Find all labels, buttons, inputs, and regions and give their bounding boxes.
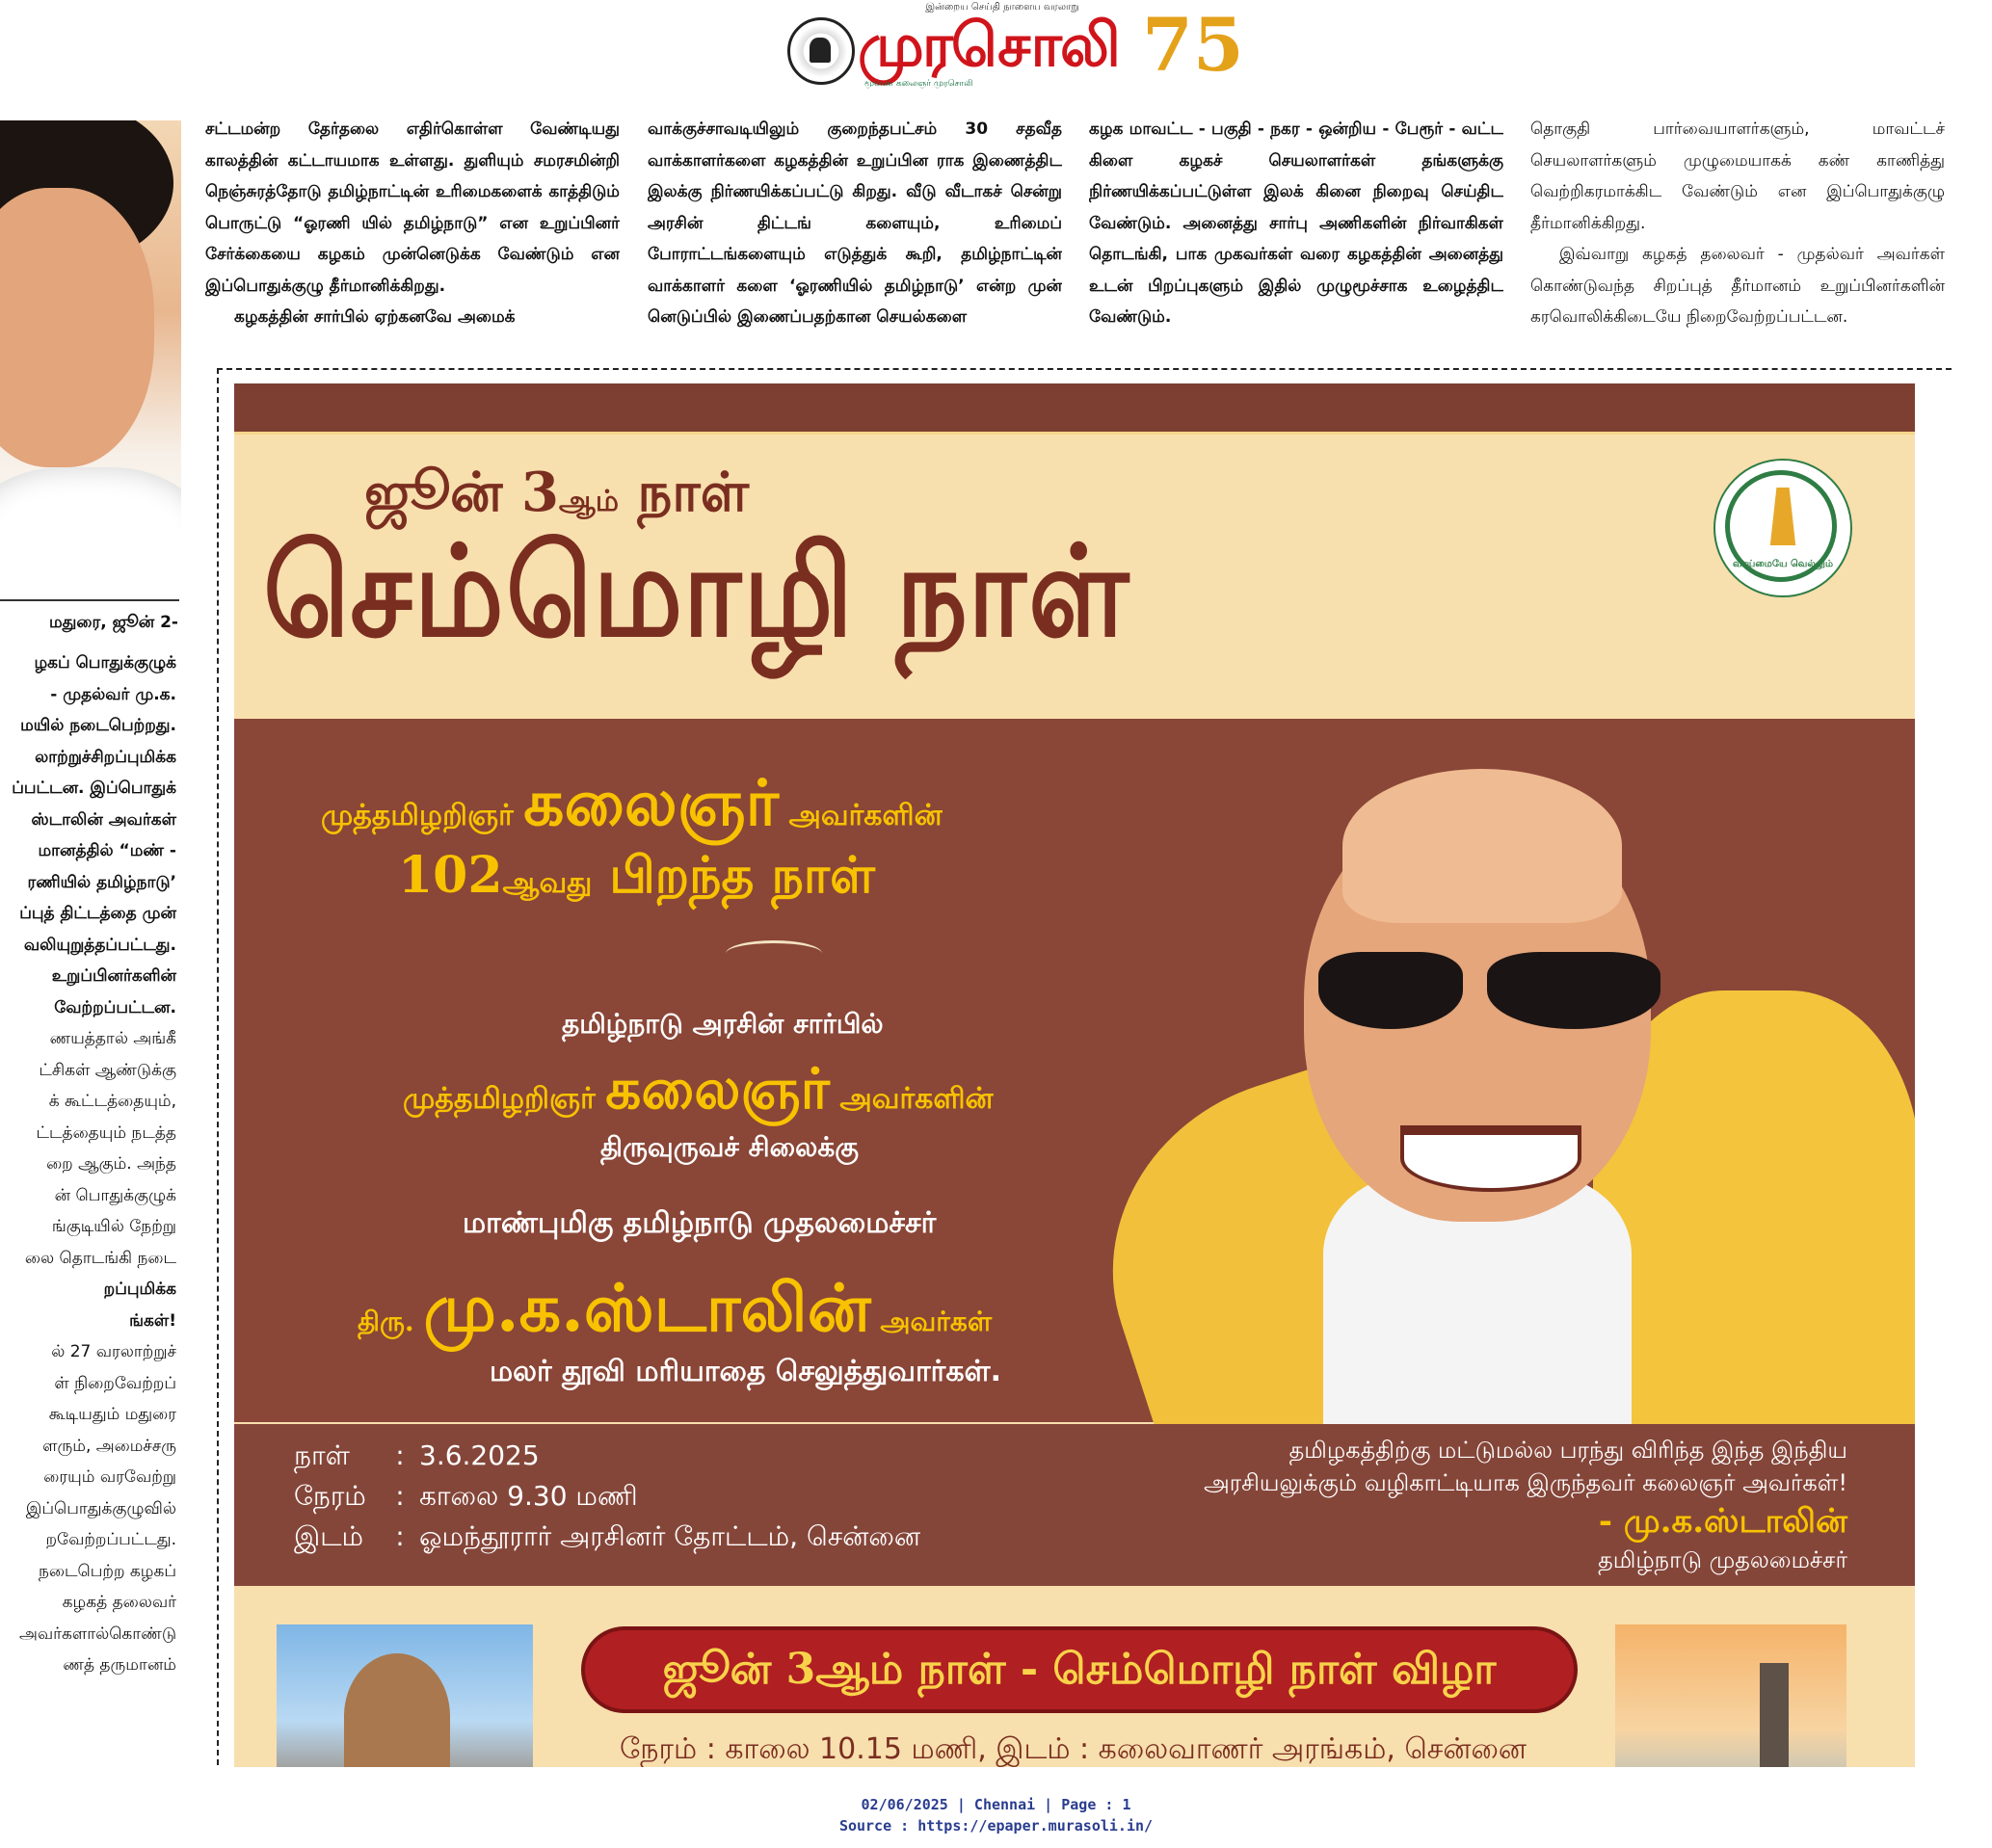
ad-line-3: தமிழ்நாடு அரசின் சார்பில் xyxy=(562,1008,884,1040)
left-article-line: றப்புமிக்க xyxy=(103,1280,176,1299)
left-article-line: ளரும், அமைச்சரு xyxy=(42,1436,176,1456)
left-article-line: ங்கள்! xyxy=(129,1310,176,1331)
ad-border-top xyxy=(217,368,1952,370)
left-article-line: உறுப்பினர்களின் xyxy=(51,966,176,986)
ad-top-band xyxy=(234,383,1915,432)
left-article-line: லாற்றுச்சிறப்புமிக்க xyxy=(35,747,176,767)
article-column-3 xyxy=(1089,114,1503,356)
left-article-line: ல் 27 வரலாற்றுச் xyxy=(51,1342,176,1361)
event-venue-row: இடம் : ஓமந்தூரார் அரசினர் தோட்டம், சென்னை xyxy=(294,1520,921,1552)
ad-title: செம்மொழி நாள் xyxy=(263,518,1131,666)
article-paragraph: சட்டமன்ற தேர்தலை எதிர்கொள்ள வேண்டியது காலத்தின் கட்டாயமாக உள்ளது. துளியும் சமரசமின்றி நெஞ்சுரத்தோடு தமிழ்நாட்டின் உரிமைகளைக் காத்திடும் பொருட்டு “ஓரணி யில் தமிழ்நாடு” என உறுப்பினர் சேர்க்கையை கழகம் முன்னெடுக்க வேண்டும் என இப்பொதுக்குழு தீர்மானிக்கிறது. xyxy=(205,119,620,296)
event-details xyxy=(294,1436,920,1557)
left-article-line: ட்சிகள் ஆண்டுக்கு xyxy=(39,1060,176,1080)
article-paragraph: கழக மாவட்ட - பகுதி - நகர - ஒன்றிய - பேரூர் - வட்ட கிளை கழகச் செயலாளர்கள் தங்களுக்கு நிர்ணயிக்கப்பட்டுள்ள இலக் கினை நிறைவு செய்திட வேண்டும். அனைத்து சார்பு அணிகளின் நிர்வாகிகள் தொடங்கி, பாக முகவர்கள் வரை கழகத்தின் அனைத்து உடன் பிறப்புகளும் இதில் முழுமூச்சாக உழைத்திட வேண்டும். xyxy=(1089,119,1503,327)
left-article-line: ள் நிறைவேற்றப் xyxy=(54,1373,176,1393)
article-column-4 xyxy=(1530,114,1945,356)
source-link[interactable]: Source : https://epaper.murasoli.in/ xyxy=(838,1817,1154,1835)
flourish-ornament-icon xyxy=(726,940,822,966)
edition-info: 02/06/2025 | Chennai | Page : 1 xyxy=(861,1796,1131,1813)
left-article-line: மயில் நடைபெற்றது. xyxy=(20,716,176,735)
left-article-line: ணயத்தால் அங்கீ xyxy=(49,1029,176,1048)
left-article-line: ன் பொதுக்குழுக் xyxy=(54,1185,176,1205)
left-article-line: ப்புத் திட்டத்தை முன் xyxy=(19,904,176,923)
left-article-line: ஸ்டாலின் அவர்கள் xyxy=(31,809,176,830)
article-paragraph: வாக்குச்சாவடியிலும் குறைந்தபட்சம் 30 சதவீத வாக்காளர்களை கழகத்தின் உறுப்பின ராக இணைத்திட இலக்கு நிர்ணயிக்கப்பட்டு கிறது. வீடு வீடாகச் சென்று அரசின் திட்டங் களையும், உரிமைப் போராட்டங்களையும் எடுத்துக் கூறி, தமிழ்நாட்டின் வாக்காளர் களை ‘ஓரணியில் தமிழ்நாடு’ என்ற முன் னெடுப்பில் இணைப்பதற்கான செயல்களை xyxy=(648,119,1062,327)
left-article-line: கூடியதும் மதுரை xyxy=(48,1405,176,1424)
left-article-line: வேற்றப்பட்டன. xyxy=(54,997,176,1017)
left-article-line: கழகத் தலைவர் xyxy=(62,1593,176,1612)
article-column-2 xyxy=(648,114,1062,356)
thiruvalluvar-statue-photo xyxy=(1615,1624,1846,1767)
left-article-line: ரையும் வரவேற்று xyxy=(43,1467,176,1487)
left-article-line: றை ஆகும். அந்த xyxy=(46,1154,176,1174)
ad-line-2: 102ஆவது பிறந்த நாள் xyxy=(398,846,875,905)
left-article-text xyxy=(0,647,181,1765)
left-article-line: - முதல்வர் மு.க. xyxy=(50,684,176,704)
ad-border-left xyxy=(217,368,219,1765)
festival-details: நேரம் : காலை 10.15 மணி, இடம் : கலைவாணர் அரங்கம், சென்னை xyxy=(620,1732,1527,1766)
left-article-line: இப்பொதுக்குழுவில் xyxy=(25,1498,176,1518)
chief-minister-quote: தமிழகத்திற்கு மட்டுமல்ல பரந்து விரிந்த இந்த இந்திய அரசியலுக்கும் வழிகாட்டியாக இருந்தவர் கலைஞர் அவர்கள்! - மு.க.ஸ்டாலின் தமிழ்நாடு முதலமைச்சர் xyxy=(1204,1434,1847,1576)
event-date-row: நாள் : 3.6.2025 xyxy=(294,1439,540,1471)
emblem-motto: வாய்மையே வெல்லும் xyxy=(1732,559,1834,569)
quote-author-role: தமிழ்நாடு முதலமைச்சர் xyxy=(1598,1546,1847,1573)
masthead-tagline: இன்றைய செய்தி நாளைய வரலாறு xyxy=(925,2,1079,13)
ad-event-info-band xyxy=(234,1424,1915,1586)
newspaper-title[interactable]: முரசொலி xyxy=(858,10,1119,80)
left-article-line: ணத் தருமானம் xyxy=(63,1655,176,1675)
left-article-line: றவேற்றப்பட்டது. xyxy=(45,1530,176,1549)
kalaignar-portrait xyxy=(1053,673,1915,1422)
anniversary-logo: 75 xyxy=(1142,2,1244,88)
left-article-line: அவர்களால்கொண்டு xyxy=(18,1624,176,1644)
party-seal-icon xyxy=(787,17,855,85)
left-article-line: ரணியில் தமிழ்நாடு’ xyxy=(27,872,176,892)
left-article-line: வலியுறுத்தப்பட்டது. xyxy=(23,935,176,955)
leader-photo xyxy=(0,120,181,597)
valluvar-kottam-photo xyxy=(277,1624,533,1767)
article-paragraph: கழகத்தின் சார்பில் ஏற்கனவே அமைக் xyxy=(234,307,516,327)
left-article-line: ழகப் பொதுக்குழுக் xyxy=(34,653,176,673)
left-article-line: நடைபெற்ற கழகப் xyxy=(38,1561,176,1581)
left-article-line: ங்குடியில் நேற்று xyxy=(51,1217,176,1236)
ad-line-4: முத்தமிழறிஞர் கலைஞர் அவர்களின் xyxy=(403,1056,994,1122)
event-time-row: நேரம் : காலை 9.30 மணி xyxy=(294,1480,638,1512)
left-article-line: க் கூட்டத்தையும், xyxy=(48,1092,176,1111)
left-article-line: லை தொடங்கி நடை xyxy=(24,1248,176,1268)
left-article-line: ட்டத்தையும் நடத்த xyxy=(36,1122,176,1143)
ad-line-6: மாண்புமிகு தமிழ்நாடு முதலமைச்சர் xyxy=(463,1206,937,1240)
left-article-line: ப்பட்டன. இப்பொதுக் xyxy=(12,779,176,798)
page-footer xyxy=(0,1794,1992,1836)
masthead xyxy=(776,0,1244,96)
masthead-subtitle: மூவண் கலைஞர் முரசொலி xyxy=(864,79,973,89)
tamil-nadu-emblem-icon xyxy=(1713,459,1852,597)
article-dateline: மதுரை, ஜூன் 2- xyxy=(48,613,178,632)
article-paragraph: இவ்வாறு கழகத் தலைவர் - முதல்வர் அவர்கள் கொண்டுவந்த சிறப்புத் தீர்மானம் உறுப்பினர்களின் கரவொலிக்கிடையே நிறைவேற்றப்பட்டன. xyxy=(1530,245,1945,327)
ad-date-heading: ஜூன் 3ஆம் நாள் xyxy=(364,461,750,524)
festival-banner: ஜூன் 3ஆம் நாள் - செம்மொழி நாள் விழா xyxy=(581,1626,1578,1713)
ad-line-7: திரு. மு.க.ஸ்டாலின் அவர்கள் xyxy=(358,1270,993,1347)
article-column-1 xyxy=(205,114,620,356)
divider xyxy=(0,599,179,601)
article-paragraph: தொகுதி பார்வையாளர்களும், மாவட்டச் செயலாளர்களும் முழுமையாகக் கண் காணித்து வெற்றிகரமாக்கிட வேண்டும் என இப்பொதுக்குழு தீர்மானிக்கிறது. xyxy=(1530,119,1945,233)
ad-line-5: திருவுருவச் சிலைக்கு xyxy=(600,1131,859,1163)
semmozhi-day-advertisement[interactable] xyxy=(234,383,1915,1767)
left-article-line: மானத்தில் “மண் - xyxy=(38,841,176,860)
ad-line-8: மலர் தூவி மரியாதை செலுத்துவார்கள். xyxy=(490,1355,1001,1388)
ad-line-1: முத்தமிழறிஞர் கலைஞர் அவர்களின் xyxy=(321,765,943,840)
quote-author: - மு.க.ஸ்டாலின் xyxy=(1598,1502,1847,1541)
